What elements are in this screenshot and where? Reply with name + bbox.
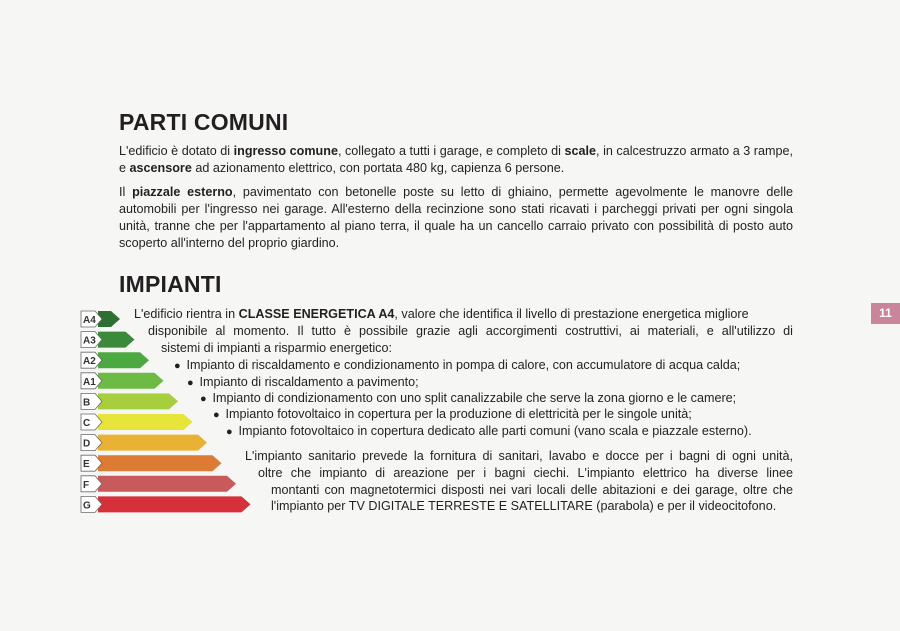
- impianti-outro-line-2: oltre che impianto di areazione per i bagni ciechi. L'impianto elettrico ha diverse linee: [258, 466, 793, 480]
- impianti-intro-line-3: sistemi di impianti a risparmio energetico:: [161, 341, 392, 355]
- energy-class-a1: [81, 373, 164, 389]
- impianti-outro-line-3: montanti con magnetotermici disposti nei vari locali delle abitazioni e dei garage, oltre che: [271, 483, 793, 497]
- list-item: ● Impianto di riscaldamento e condizionamento in pompa di calore, con accumulatore di acqua calda;: [174, 358, 741, 372]
- list-item: ● Impianto di riscaldamento a pavimento;: [187, 375, 419, 389]
- list-item: ● Impianto fotovoltaico in copertura dedicato alle parti comuni (vano scala e piazzale esterno).: [226, 424, 752, 438]
- impianti-intro-line-2: disponibile al momento. Il tutto è possibile grazie agli accorgimenti costruttivi, ai materiali, e all'utilizzo di: [148, 324, 793, 338]
- energy-class-label: D: [83, 438, 91, 450]
- energy-class-label: A3: [83, 335, 96, 347]
- energy-class-c: [81, 414, 193, 430]
- energy-class-label: A2: [83, 356, 96, 368]
- energy-class-label: A4: [83, 315, 96, 326]
- energy-class-f: [81, 476, 236, 492]
- energy-class-a3: [81, 332, 135, 348]
- energy-class-label: G: [83, 500, 91, 512]
- impianti-outro-line-4: l'impianto per TV DIGITALE TERRESTE E SATELLITARE (parabola) e per il videocitofono.: [271, 499, 777, 513]
- page-number-tab: 11: [871, 303, 900, 324]
- energy-class-label: F: [83, 479, 90, 491]
- impianti-outro-line-1: L'impianto sanitario prevede la fornitura di sanitari, lavabo e docce per i bagni di ogni unità,: [245, 449, 793, 463]
- energy-class-a4: [81, 311, 120, 327]
- energy-class-label: A1: [83, 376, 96, 388]
- energy-class-label: B: [83, 397, 91, 409]
- energy-class-b: [81, 393, 178, 409]
- impianti-intro-line-1: L'edificio rientra in CLASSE ENERGETICA A4, valore che identifica il livello di prestazione energetica migliore: [134, 307, 749, 321]
- energy-class-label: E: [83, 459, 90, 471]
- paragraph-piazzale: Il piazzale esterno, pavimentato con betonelle poste su letto di ghiaino, permette agevolmente le manovre delle automobili per l'ingresso nei garage. All'esterno della recinzione sono stati ricavati i parcheggi privati per ogni singola unità, tranne che per l'appartamento al piano terra, il quale ha un cancello carraio privato con possibilità di posto auto scoperto all'interno del proprio giardino.: [119, 185, 793, 250]
- energy-class-a2: [81, 352, 149, 368]
- energy-class-label: C: [83, 418, 91, 429]
- energy-class-d: [81, 435, 207, 451]
- energy-class-e: [81, 455, 222, 471]
- paragraph-ingresso: L'edificio è dotato di ingresso comune, collegato a tutti i garage, e completo di scale, in calcestruzzo armato a 3 rampe, e ascensore ad azionamento elettrico, con portata 480 kg, capienza 6 persone.: [119, 144, 794, 175]
- section-title-impianti: IMPIANTI: [119, 271, 222, 297]
- energy-class-g: [81, 496, 251, 512]
- list-item: ● Impianto di condizionamento con uno split canalizzabile che serve la zona giorno e le camere;: [200, 391, 737, 405]
- section-title-parti-comuni: PARTI COMUNI: [119, 109, 289, 135]
- list-item: ● Impianto fotovoltaico in copertura per la produzione di elettricità per le singole unità;: [213, 407, 692, 421]
